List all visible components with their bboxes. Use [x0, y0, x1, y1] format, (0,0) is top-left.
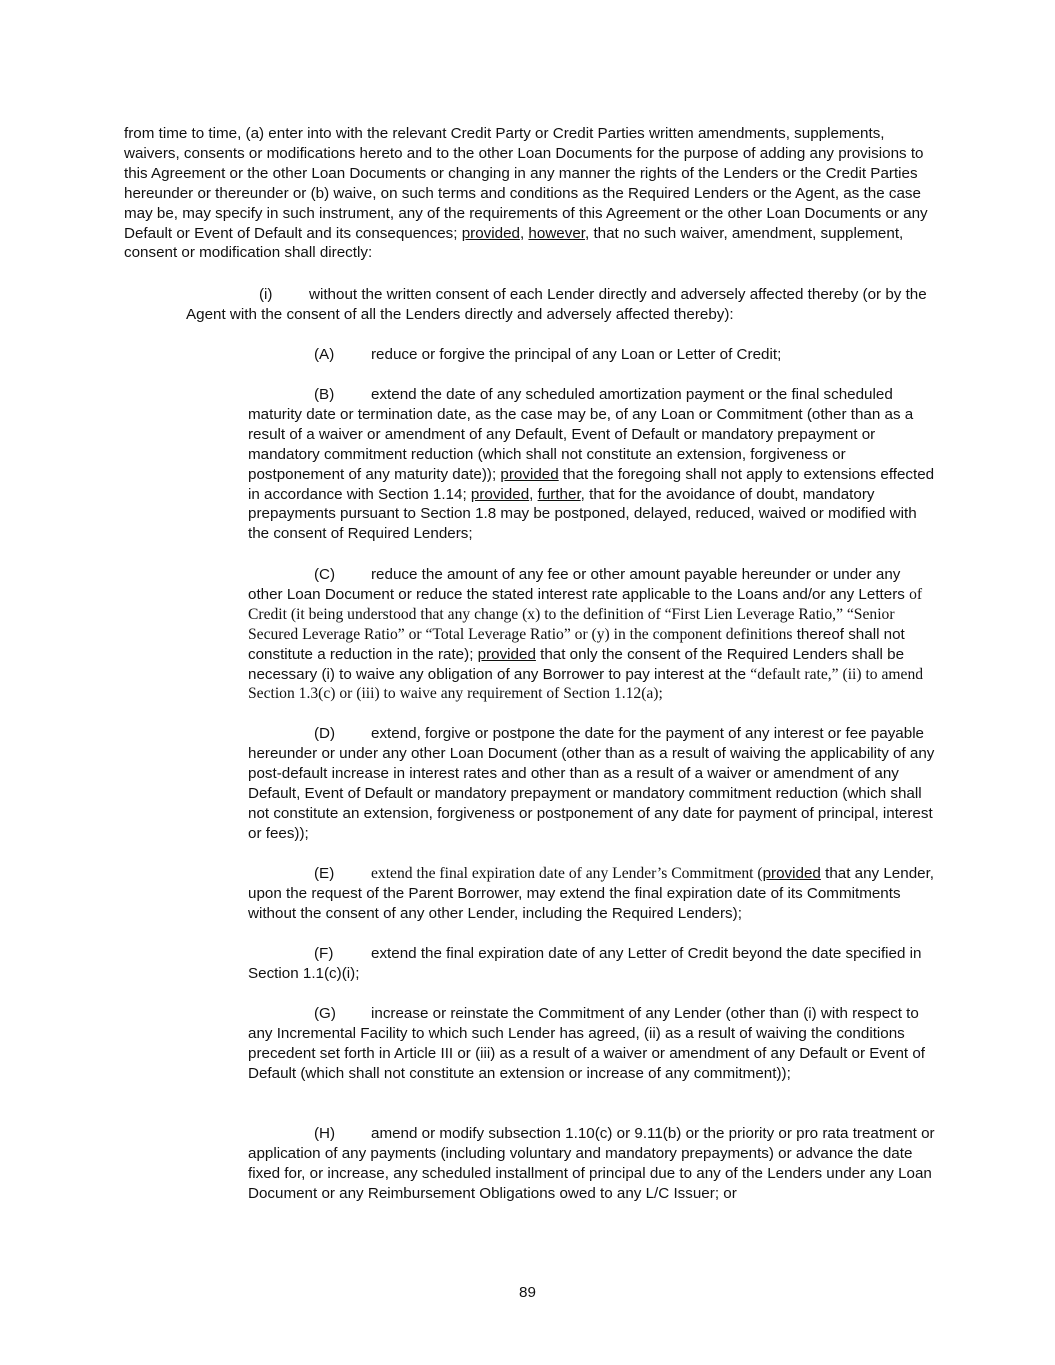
further-term: further: [537, 485, 581, 503]
clause-D: [248, 724, 938, 843]
clause-C: [248, 565, 938, 704]
provided-term: provided: [461, 224, 520, 242]
clause-C-text-c: that only the consent of the Required Lenders shall be necessary (i) to waive any obligation of any Borrower to pay interest at the: [248, 645, 905, 683]
clause-C-serif-text-2: “default rate,” (ii) to amend Section 1.3(c) or (iii) to waive any requirement of Section 1.12(a);: [248, 665, 924, 703]
clause-B-label: (B): [314, 386, 335, 403]
clause-C-text-b: thereof shall not constitute a reduction in the rate);: [248, 625, 905, 663]
clause-C-serif-text-1: of Credit (it being understood that any change (x) to the definition of “First Lien Leverage Ratio,” “Senior Secured Leverage Ratio” or “Total Leverage Ratio” or (y) in the component definitions: [248, 585, 923, 643]
provided-term: provided: [762, 865, 821, 882]
clause-F: [248, 944, 938, 984]
clause-D-text: extend, forgive or postpone the date for the payment of any interest or fee payable hereunder or under any other Loan Document (other than as a result of waiving the applicability of any post-default increase in interest rates and other than as a result of a waiver or amendment of any Default, Event of Default or mandatory prepayment or mandatory commitment reduction (which shall not constitute an extension, forgiveness or postponement of any date for payment of principal, interest or fees));: [248, 725, 935, 842]
clause-A-text: reduce or forgive the principal of any Loan or Letter of Credit;: [371, 346, 782, 363]
clause-E-label: (E): [314, 865, 335, 882]
clause-F-label: (F): [314, 945, 334, 962]
clause-H-label: (H): [314, 1125, 336, 1142]
intro-paragraph: [124, 124, 936, 263]
clause-B-text-c: , that for the avoidance of doubt, mandatory prepayments pursuant to Section 1.8 may be postponed, delayed, reduced, waived or modified with the consent of Required Lenders;: [248, 485, 917, 543]
clause-H: [248, 1124, 938, 1204]
provided-term: provided: [470, 485, 530, 503]
clause-A-label: (A): [314, 346, 335, 363]
separator: ,: [529, 485, 538, 503]
clause-E-text: that any Lender, upon the request of the Parent Borrower, may extend the final expiration date of its Commitments without the consent of any other Lender, including the Required Lenders);: [248, 865, 935, 922]
clause-B: [248, 385, 938, 544]
intro-text-b: , that no such waiver, amendment, supplement, consent or modification shall directly:: [124, 224, 904, 262]
clause-H-text: amend or modify subsection 1.10(c) or 9.11(b) or the priority or pro rata treatment or application of any payments (including voluntary and mandatory prepayments) or advance the date fixed for, or increase, any scheduled installment of principal due to any of the Lenders under any Loan Document or any Reimbursement Obligations owed to any L/C Issuer; or: [248, 1125, 935, 1202]
clause-B-text-b: that the foregoing shall not apply to extensions effected in accordance with Section 1.14;: [248, 465, 935, 503]
page-number: 89: [519, 1284, 536, 1301]
clause-C-label: (C): [314, 566, 336, 583]
intro-text-a: from time to time, (a) enter into with the relevant Credit Party or Credit Parties written amendments, supplements, waivers, consents or modifications hereto and to the other Loan Documents for the purpose of adding any provisions to this Agreement or the other Loan Documents or changing in any manner the rights of the Lenders or the Credit Parties hereunder or thereunder or (b) waive, on such terms and conditions as the Required Lenders or the Agent, as the case may be, may specify in such instrument, any of the requirements of this Agreement or the other Loan Documents or any Default or Event of Default and its consequences;: [124, 125, 928, 242]
clause-i-text: without the written consent of each Lender directly and adversely affected thereby (or by the Agent with the consent of all the Lenders directly and adversely affected thereby):: [186, 286, 927, 323]
separator: ,: [519, 224, 529, 242]
clause-C-text-a: reduce the amount of any fee or other amount payable hereunder or under any other Loan Document or reduce the stated interest rate applicable to the Loans and/or any Letters: [248, 566, 910, 603]
clause-i-label: (i): [259, 286, 273, 303]
however-term: however: [528, 224, 585, 242]
clause-i: [186, 285, 936, 325]
clause-F-text: extend the final expiration date of any Letter of Credit beyond the date specified in Section 1.1(c)(i);: [248, 945, 922, 982]
clause-B-text-a: extend the date of any scheduled amortization payment or the final scheduled maturity date or termination date, as the case may be, of any Loan or Commitment (other than as a result of a waiver or amendment of any Default, Event of Default or mandatory prepayment or mandatory commitment reduction (which shall not constitute an extension, forgiveness or postponement of any maturity date));: [248, 386, 914, 483]
clause-G: [248, 1004, 938, 1084]
provided-term: provided: [477, 645, 536, 663]
clause-E: [248, 864, 938, 924]
clause-G-text: increase or reinstate the Commitment of any Lender (other than (i) with respect to any Incremental Facility to which such Lender has agreed, (ii) as a result of waiving the conditions precedent set forth in Article III or (iii) as a result of a waiver or amendment of any Default or Event of Default (which shall not constitute an extension or increase of any commitment));: [248, 1005, 925, 1082]
clause-E-serif-text: extend the final expiration date of any Lender’s Commitment (: [371, 865, 763, 882]
provided-term: provided: [500, 465, 559, 483]
clause-G-label: (G): [314, 1005, 336, 1022]
clause-D-label: (D): [314, 725, 336, 742]
clause-A: [248, 345, 938, 365]
